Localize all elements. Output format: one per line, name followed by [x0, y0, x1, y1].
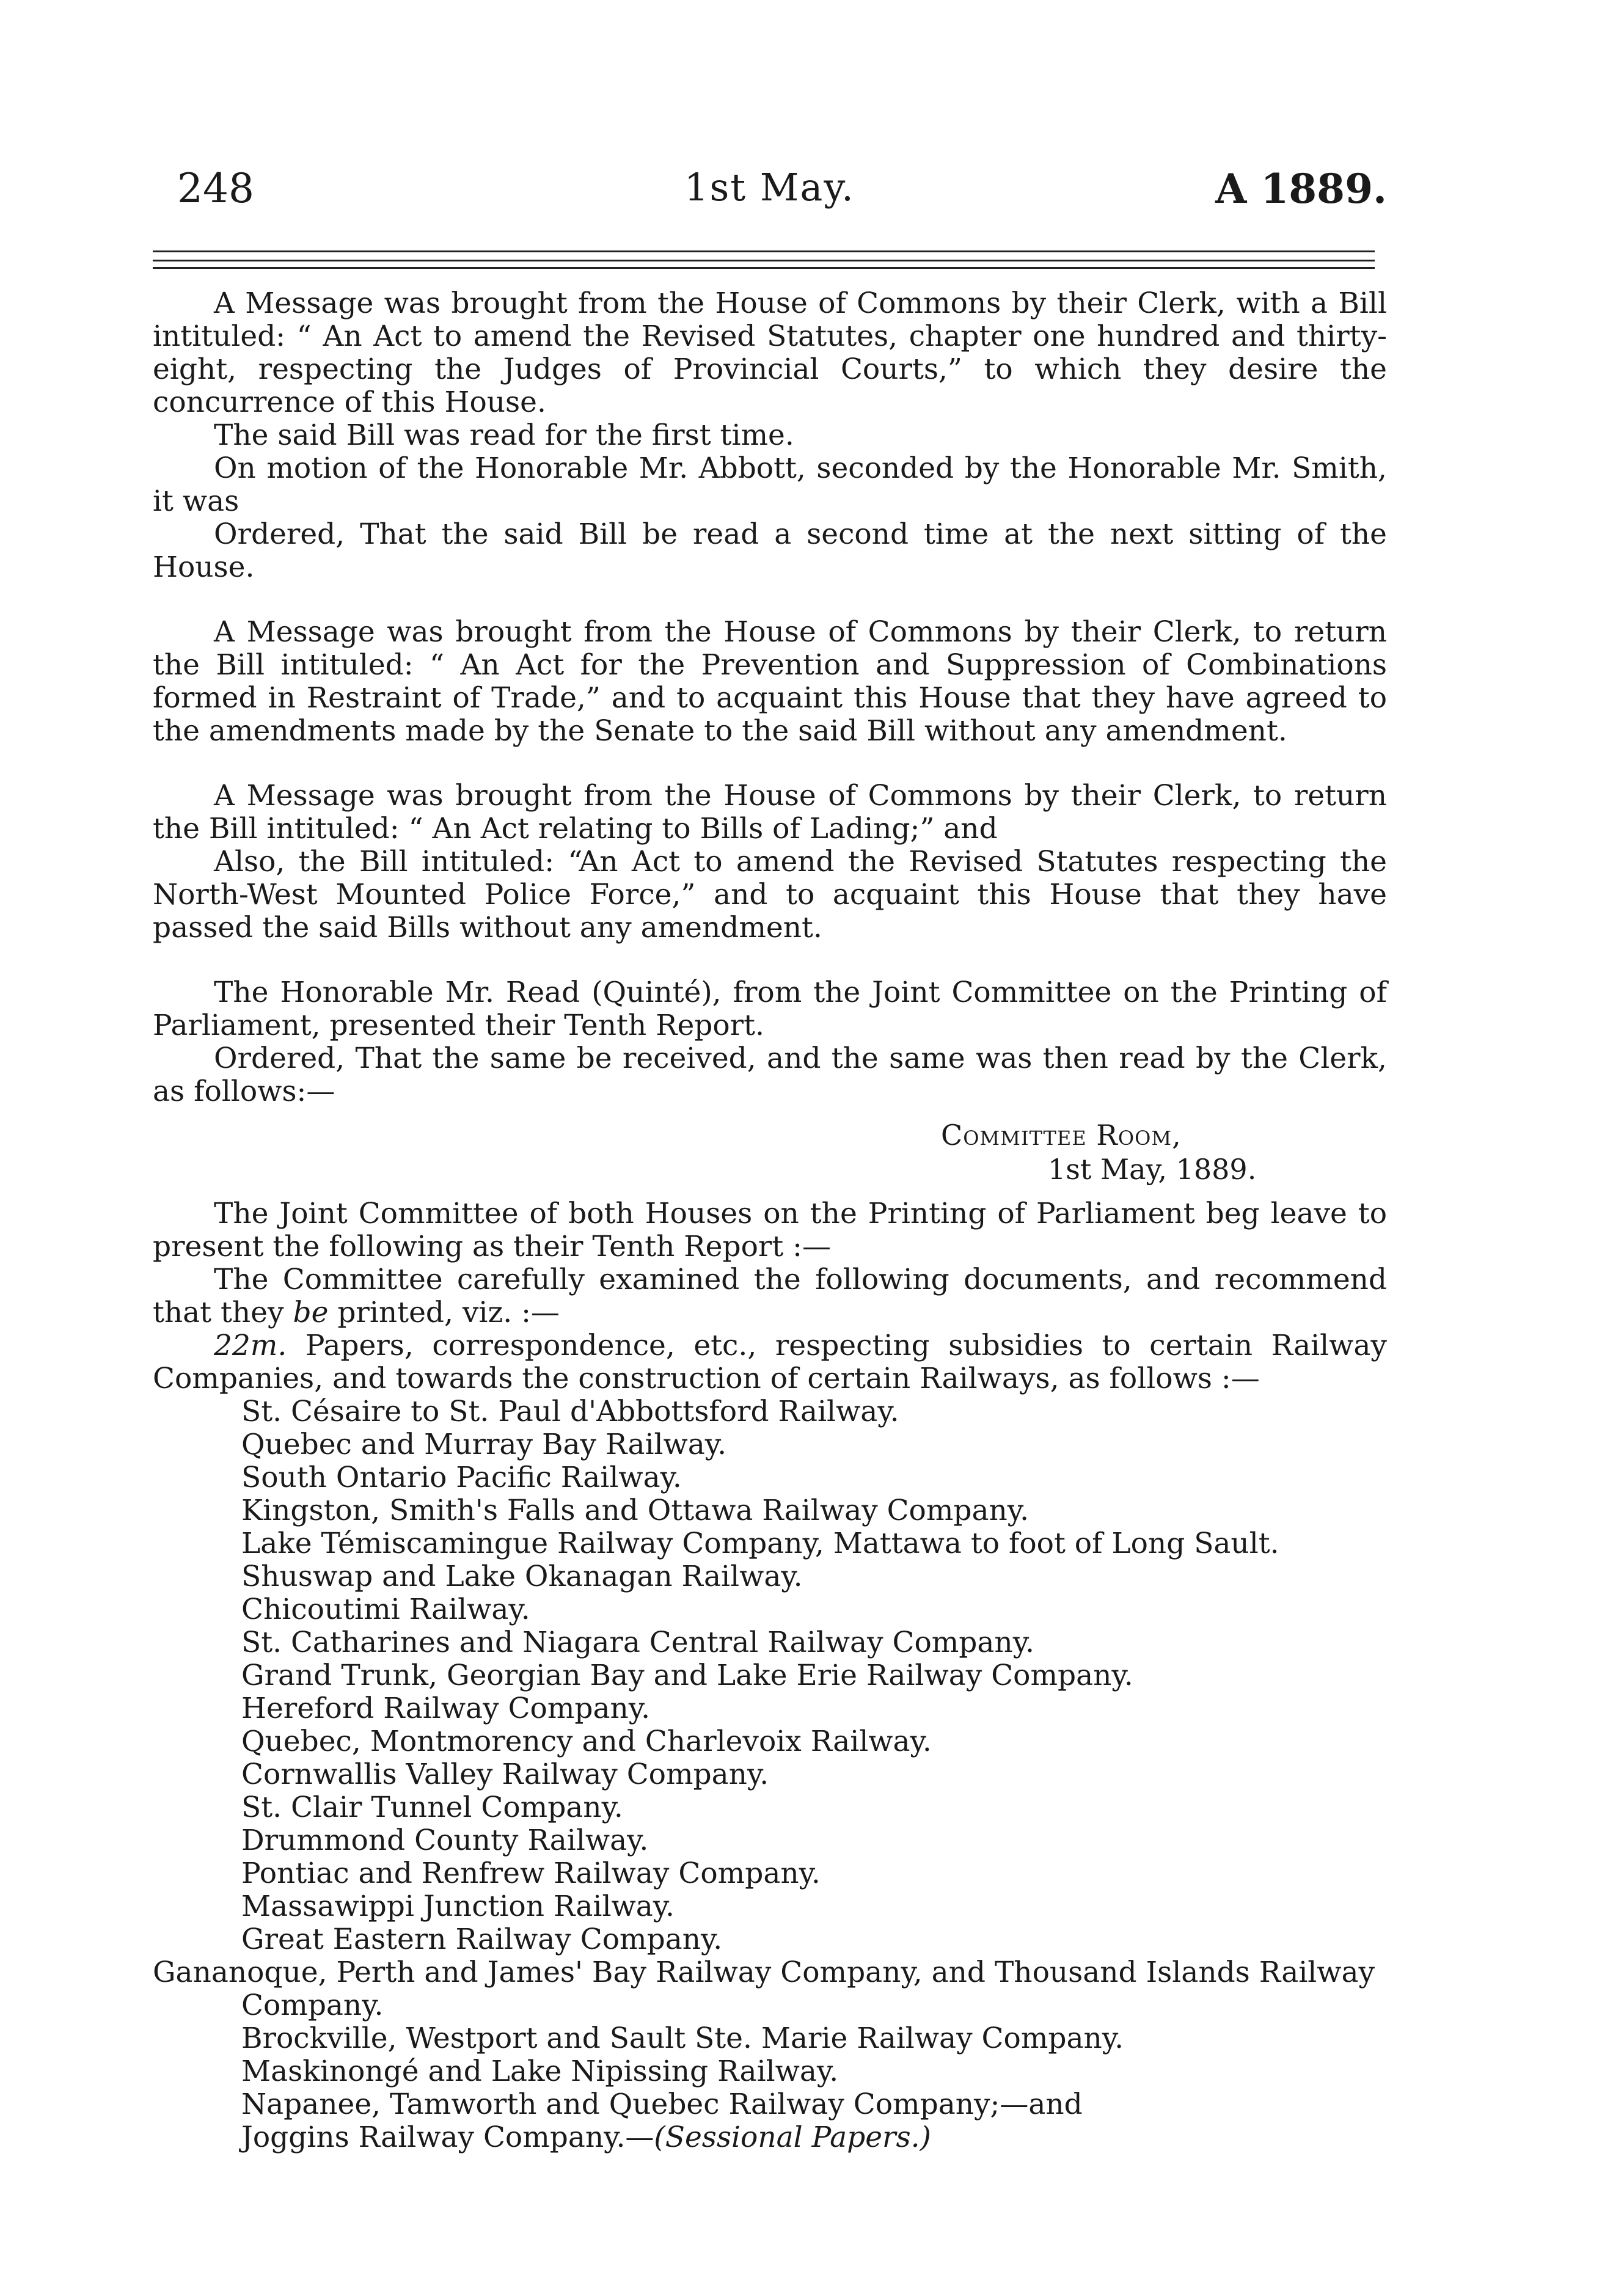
- railway-item: South Ontario Pacific Railway.: [241, 1461, 682, 1494]
- railway-item-last: [153, 2121, 1387, 2154]
- paragraph-printing-report: The Honorable Mr. Read (Quinté), from the Joint Committee on the Printing of Parliament, presented their Tenth Report.: [153, 976, 1387, 1042]
- paragraph-motion: On motion of the Honorable Mr. Abbott, seconded by the Honorable Mr. Smith, it was: [153, 451, 1387, 518]
- railway-item: Brockville, Westport and Sault Ste. Marie Railway Company.: [241, 2022, 1124, 2055]
- paragraph-first-reading: The said Bill was read for the first time.: [214, 418, 794, 452]
- header-year: A 1889.: [1215, 165, 1387, 213]
- railway-item: St. Catharines and Niagara Central Railway Company.: [241, 1626, 1034, 1659]
- railway-item: St. Césaire to St. Paul d'Abbottsford Railway.: [241, 1395, 899, 1428]
- paragraph-ordered-received: Ordered, That the same be received, and the same was then read by the Clerk, as follows:—: [153, 1042, 1387, 1108]
- railway-item: Pontiac and Renfrew Railway Company.: [241, 1857, 821, 1890]
- railway-item: St. Clair Tunnel Company.: [241, 1791, 623, 1824]
- header-date: 1st May.: [684, 165, 855, 210]
- railway-item: Kingston, Smith's Falls and Ottawa Railway Company.: [241, 1494, 1030, 1527]
- railway-item-last-text: Joggins Railway Company.—: [241, 2121, 654, 2154]
- railway-item: Napanee, Tamworth and Quebec Railway Company;—and: [241, 2088, 1083, 2121]
- paragraph-recommend: The Committee carefully examined the following documents, and recommend that they be printed, viz. :—: [153, 1263, 1387, 1329]
- header-rule-top: [153, 250, 1375, 252]
- railway-item: Quebec, Montmorency and Charlevoix Railway.: [241, 1725, 932, 1758]
- railway-item: Shuswap and Lake Okanagan Railway.: [241, 1560, 803, 1593]
- body-text: [153, 287, 1387, 2154]
- railway-item: Chicoutimi Railway.: [241, 1593, 530, 1626]
- header-rule-bottom: [153, 267, 1375, 269]
- paragraph-ordered-second-reading: Ordered, That the said Bill be read a second time at the next sitting of the House.: [153, 517, 1387, 584]
- railway-item: Quebec and Murray Bay Railway.: [241, 1428, 727, 1461]
- sessional-papers-note: (Sessional Papers.): [654, 2121, 931, 2154]
- railway-item: Lake Témiscamingue Railway Company, Mattawa to foot of Long Sault.: [241, 1527, 1279, 1560]
- railway-item: Drummond County Railway.: [241, 1824, 649, 1857]
- railway-item: Cornwallis Valley Railway Company.: [241, 1758, 769, 1791]
- paragraph-message-bills-of-lading: A Message was brought from the House of Commons by their Clerk, to return the Bill intituled: “ An Act relating to Bills of Lading;” and: [153, 779, 1387, 846]
- page-number: 248: [177, 165, 254, 212]
- paragraph-tenth-report: The Joint Committee of both Houses on the Printing of Parliament beg leave to present the following as their Tenth Report :—: [153, 1197, 1387, 1263]
- committee-signature: [153, 1118, 1387, 1186]
- paragraph-message-judges: A Message was brought from the House of Commons by their Clerk, with a Bill intituled: “ An Act to amend the Revised Statutes, chapter one hundred and thirty-eight, respecting the Judges of Provincial Courts,” to which they desire the concurrence of this House.: [153, 287, 1387, 419]
- railway-item: Grand Trunk, Georgian Bay and Lake Erie Railway Company.: [241, 1659, 1133, 1692]
- railway-item: Massawippi Junction Railway.: [241, 1890, 675, 1923]
- paragraph-mounted-police: Also, the Bill intituled: “An Act to amend the Revised Statutes respecting the North-West Mounted Police Force,” and to acquaint this House that they have passed the said Bills without any amendment.: [153, 845, 1387, 945]
- committee-date: 1st May, 1889.: [1048, 1153, 1257, 1186]
- railway-item: Hereford Railway Company.: [241, 1692, 651, 1725]
- railway-item: Great Eastern Railway Company.: [241, 1923, 723, 1956]
- railway-list: [153, 1395, 1387, 2154]
- railway-item: Gananoque, Perth and James' Bay Railway Company, and Thousand Islands Railway Company.: [153, 1956, 1375, 2022]
- railway-item: Maskinongé and Lake Nipissing Railway.: [241, 2055, 839, 2088]
- paragraph-message-combinations: A Message was brought from the House of Commons by their Clerk, to return the Bill intituled: “ An Act for the Prevention and Suppression of Combinations formed in Restraint of Trade,” and to acquaint this House that they have agreed to the amendments made by the Senate to the said Bill without any amendment.: [153, 615, 1387, 748]
- page-header: [177, 165, 1387, 232]
- committee-room: Committee Room,: [941, 1119, 1182, 1152]
- paragraph-22m: 22m. Papers, correspondence, etc., respecting subsidies to certain Railway Companies, and towards the construction of certain Railways, as follows :—: [153, 1329, 1387, 1395]
- header-rule-middle: [153, 260, 1375, 261]
